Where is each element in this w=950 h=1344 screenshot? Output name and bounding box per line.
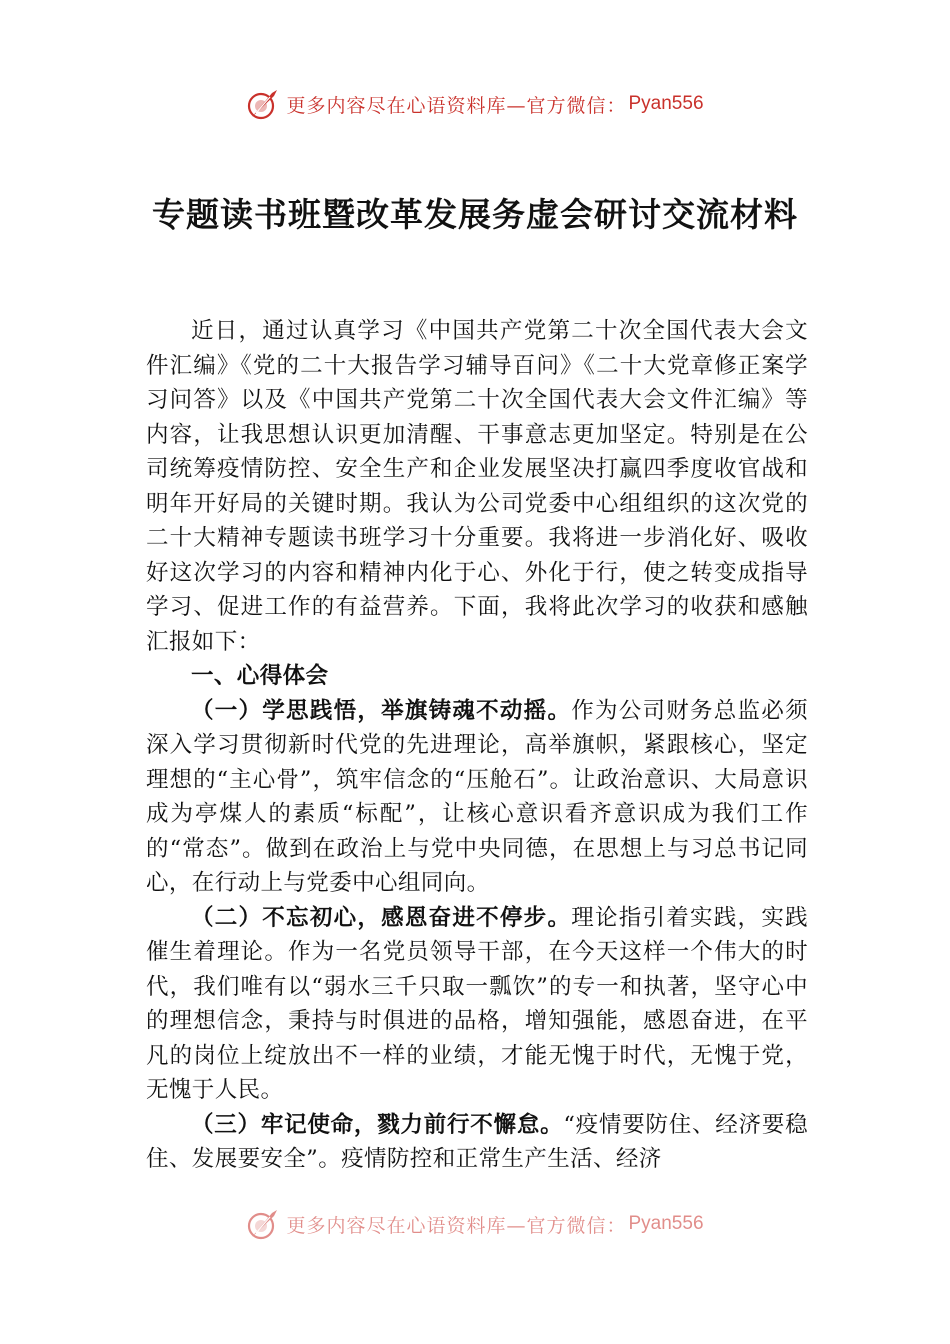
list-item	[146, 1108, 808, 1177]
item-lead: （三）牢记使命，戮力前行不懈怠。	[191, 1111, 564, 1138]
list-item	[146, 694, 808, 901]
intro-paragraph: 近日，通过认真学习《中国共产党第二十次全国代表大会文件汇编》《党的二十大报告学习辅导百问》《二十大党章修正案学习问答》以及《中国共产党第二十次全国代表大会文件汇编》等内容，让我思想认识更加清醒、干事意志更加坚定。特别是在公司统筹疫情防控、安全生产和企业发展坚决打赢四季度收官战和明年开好局的关键时期。我认为公司党委中心组组织的这次党的二十大精神专题读书班学习十分重要。我将进一步消化好、吸收好这次学习的内容和精神内化于心、外化于行，使之转变成指导学习、促进工作的有益营养。下面，我将此次学习的收获和感触汇报如下：	[146, 318, 808, 655]
quill-seal-icon	[246, 1207, 280, 1241]
quill-seal-icon	[246, 87, 280, 121]
banner-wechat-id: Pyan556	[628, 93, 704, 114]
banner-text: 更多内容尽在心语资料库—官方微信：	[286, 94, 627, 117]
item-body: “疫情要防住、经济要稳住、发展要安全”。疫情防控和正常生产生活、经济	[146, 1111, 809, 1172]
item-body: 理论指引着实践，实践催生着理论。作为一名党员领导干部，在今天这样一个伟大的时代，我们唯有以“弱水三千只取一瓢饮”的专一和执著，坚守心中的理想信念，秉持与时俱进的品格，增知强能，感恩奋进，在平凡的岗位上绽放出不一样的业绩，才能无愧于时代，无愧于党，无愧于人民。	[146, 904, 808, 1103]
item-lead: （一）学思践悟，举旗铸魂不动摇。	[191, 697, 572, 724]
footer-watermark-banner	[0, 1206, 950, 1242]
item-lead: （二）不忘初心，感恩奋进不停步。	[191, 904, 572, 931]
document-body	[146, 314, 808, 1177]
header-watermark-banner	[0, 84, 950, 124]
banner-wechat-id: Pyan556	[628, 1213, 704, 1234]
banner-text: 更多内容尽在心语资料库—官方微信：	[286, 1214, 627, 1237]
list-item	[146, 901, 808, 1108]
section-heading: 一、心得体会	[191, 663, 329, 689]
document-title: 专题读书班暨改革发展务虚会研讨交流材料	[152, 195, 798, 234]
item-body: 作为公司财务总监必须深入学习贯彻新时代党的先进理论，高举旗帜，紧跟核心，坚定理想的“主心骨”，筑牢信念的“压舱石”。让政治意识、大局意识成为亭煤人的素质“标配”，让核心意识看齐意识成为我们工作的“常态”。做到在政治上与党中央同德，在思想上与习总书记同心，在行动上与党委中心组同向。	[146, 697, 808, 896]
